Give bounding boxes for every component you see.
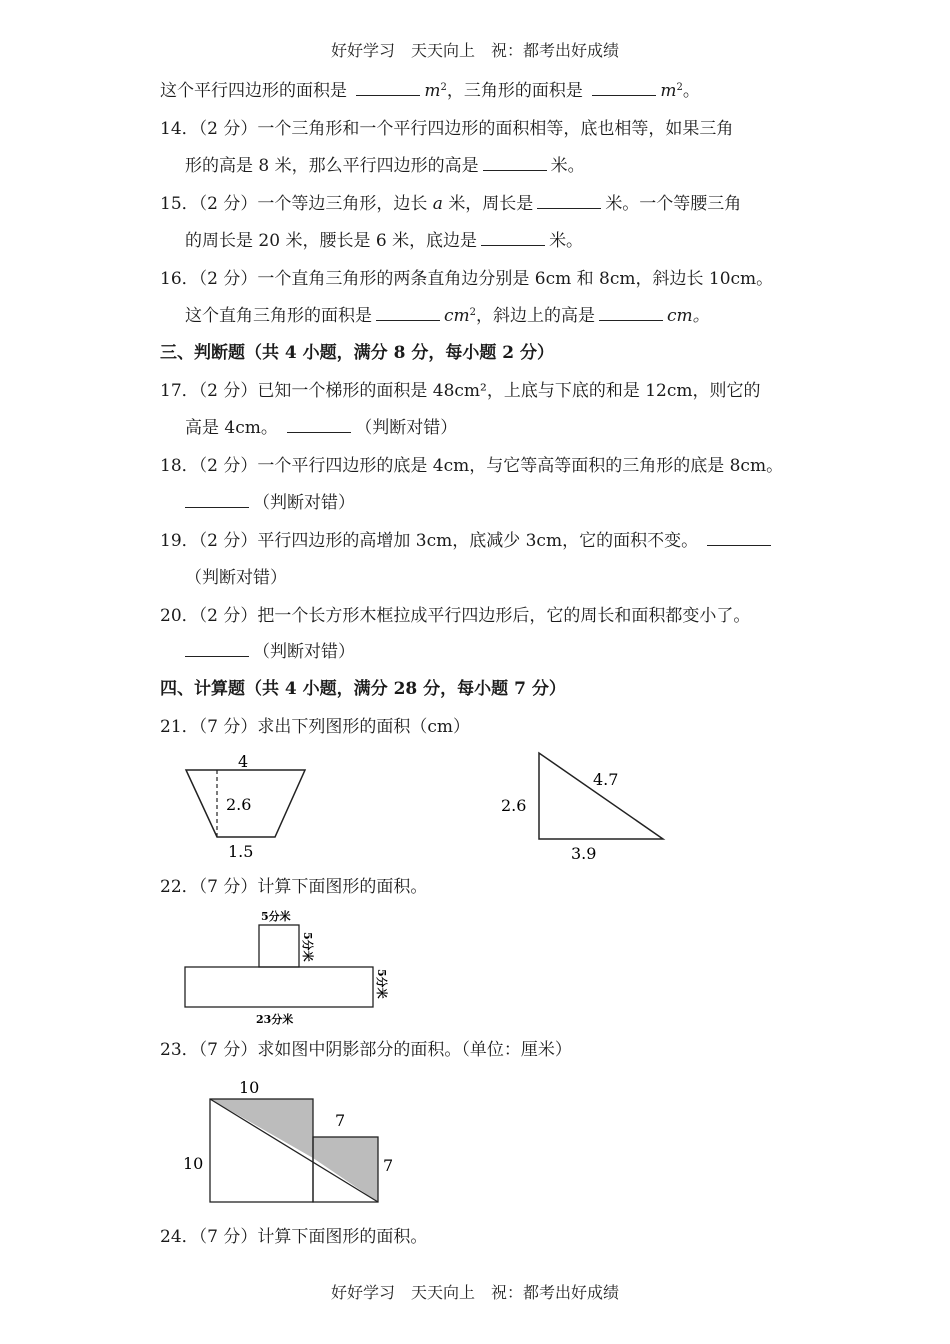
label-hypotenuse: 4.7 xyxy=(593,770,619,789)
q14-line1: 14．（2 分）一个三角形和一个平行四边形的面积相等，底也相等，如果三角 xyxy=(160,119,734,139)
label-top-height: 5分米 xyxy=(301,932,314,962)
q16-text: 这个直角三角形的面积是 xyxy=(185,306,372,326)
judge-label: （判断对错） xyxy=(253,493,355,513)
q24-title: 24．（7 分）计算下面图形的面积。 xyxy=(160,1227,428,1247)
shaded-region-2 xyxy=(313,1137,378,1202)
label-top: 4 xyxy=(238,752,249,771)
composite-shape-figure xyxy=(180,905,400,1030)
section-4-title: 四、计算题（共 4 小题，满分 28 分，每小题 7 分） xyxy=(160,679,566,699)
answer-blank[interactable] xyxy=(483,156,547,171)
right-triangle-shape xyxy=(539,753,663,839)
punct: 。 xyxy=(682,81,700,101)
q17-line1: 17．（2 分）已知一个梯形的面积是 48cm²，上底与下底的和是 12cm，则它的 xyxy=(160,381,761,401)
q21-title: 21．（7 分）求出下列图形的面积（cm） xyxy=(160,717,470,737)
variable: a xyxy=(432,194,443,214)
q15-end: 米。 xyxy=(549,231,584,251)
q20-line2 xyxy=(185,641,355,663)
label-w1: 10 xyxy=(239,1078,260,1097)
label-h1: 10 xyxy=(183,1154,204,1173)
triangle-figure xyxy=(495,745,675,865)
q17-text: 高是 4cm。 xyxy=(185,418,278,438)
q14-line2 xyxy=(185,155,585,177)
q15-text-3: 米。一个等腰三角 xyxy=(605,194,742,214)
q19-line2: （判断对错） xyxy=(185,568,287,588)
label-top-width: 5分米 xyxy=(261,910,291,923)
q16-line1: 16．（2 分）一个直角三角形的两条直角边分别是 6cm 和 8cm，斜边长 10cm。 xyxy=(160,269,774,289)
label-height: 2.6 xyxy=(226,795,252,814)
answer-blank[interactable] xyxy=(185,642,249,657)
q19-text: 19．（2 分）平行四边形的高增加 3cm，底减少 3cm，它的面积不变。 xyxy=(160,531,699,551)
q14-end: 米。 xyxy=(550,156,585,176)
q16-line2 xyxy=(185,305,710,327)
q14-text: 形的高是 8 米，那么平行四边形的高是 xyxy=(185,156,479,176)
label-bottom: 1.5 xyxy=(228,842,254,861)
q13-text-2: ，三角形的面积是 xyxy=(446,81,583,101)
q18-line2 xyxy=(185,492,355,514)
trapezoid-figure xyxy=(180,748,320,866)
q13-line xyxy=(160,80,700,102)
q22-title: 22．（7 分）计算下面图形的面积。 xyxy=(160,877,428,897)
q20-line1: 20．（2 分）把一个长方形木框拉成平行四边形后，它的周长和面积都变小了。 xyxy=(160,606,751,626)
judge-label: （判断对错） xyxy=(253,642,355,662)
label-height: 2.6 xyxy=(501,796,527,815)
answer-blank[interactable] xyxy=(287,418,351,433)
page-footer: 好好学习 天天向上 祝：都考出好成绩 xyxy=(330,1283,619,1302)
label-base-width: 23分米 xyxy=(256,1013,294,1026)
unit: cm。 xyxy=(667,306,710,326)
answer-blank[interactable] xyxy=(376,306,440,321)
answer-blank[interactable] xyxy=(356,81,420,96)
shaded-area-figure xyxy=(175,1072,400,1212)
unit: m xyxy=(660,81,677,101)
answer-blank[interactable] xyxy=(599,306,663,321)
top-square xyxy=(259,925,299,967)
superscript: 2 xyxy=(440,82,447,93)
answer-blank[interactable] xyxy=(481,231,545,246)
unit: m xyxy=(424,81,441,101)
answer-blank[interactable] xyxy=(537,194,601,209)
judge-label: （判断对错） xyxy=(355,418,458,438)
page-header: 好好学习 天天向上 祝：都考出好成绩 xyxy=(330,41,619,60)
superscript: 2 xyxy=(676,82,683,93)
q17-line2 xyxy=(185,417,457,439)
unit: cm xyxy=(444,306,470,326)
q15-text-2: 米，周长是 xyxy=(448,194,534,214)
q18-line1: 18．（2 分）一个平行四边形的底是 4cm，与它等高等面积的三角形的底是 8cm。 xyxy=(160,456,784,476)
label-w2: 7 xyxy=(335,1111,346,1130)
section-3-title: 三、判断题（共 4 小题，满分 8 分，每小题 2 分） xyxy=(160,343,554,363)
q16-text-2: ，斜边上的高是 xyxy=(476,306,596,326)
base-rectangle xyxy=(185,967,373,1007)
q19-line1 xyxy=(160,530,775,552)
q15-text: 15．（2 分）一个等边三角形，边长 xyxy=(160,194,428,214)
q15-line1 xyxy=(160,193,741,215)
superscript: 2 xyxy=(469,307,477,318)
answer-blank[interactable] xyxy=(707,531,771,546)
q15-text-4: 的周长是 20 米，腰长是 6 米，底边是 xyxy=(185,231,478,251)
q23-title: 23．（7 分）求如图中阴影部分的面积。（单位：厘米） xyxy=(160,1040,572,1060)
label-base: 3.9 xyxy=(571,844,597,863)
answer-blank[interactable] xyxy=(592,81,656,96)
label-h2: 7 xyxy=(383,1156,394,1175)
answer-blank[interactable] xyxy=(185,493,249,508)
label-base-height: 5分米 xyxy=(375,969,388,999)
q15-line2 xyxy=(185,230,583,252)
q13-text: 这个平行四边形的面积是 xyxy=(160,81,347,101)
